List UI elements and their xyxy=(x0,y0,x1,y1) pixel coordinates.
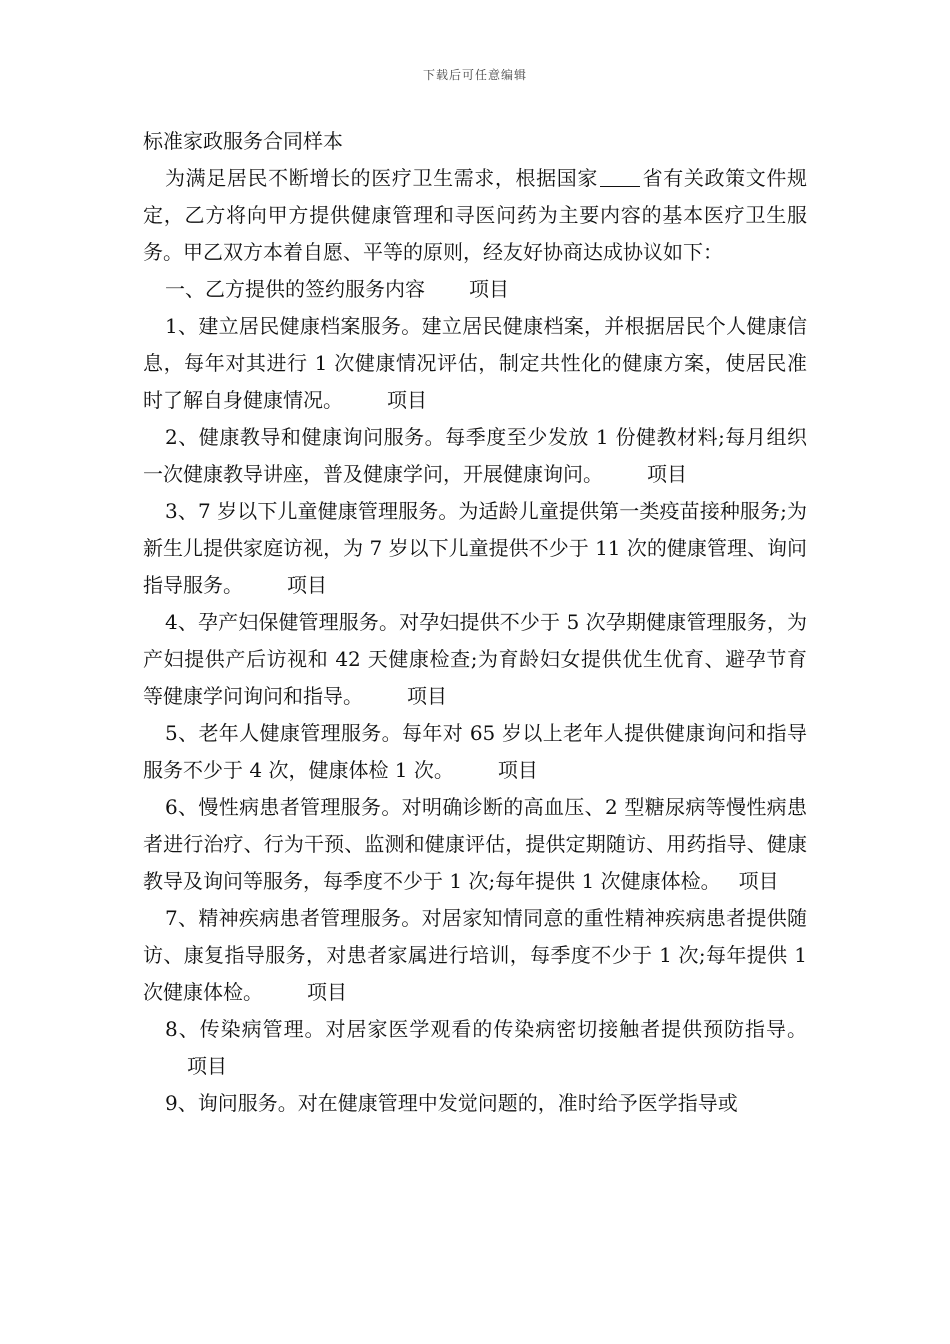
section-heading-text: 一、乙方提供的签约服务内容 xyxy=(165,277,425,301)
item-tag: 项目 xyxy=(407,684,447,708)
section-heading-tag: 项目 xyxy=(469,277,509,301)
list-item xyxy=(143,419,807,493)
list-item xyxy=(143,789,807,900)
list-item xyxy=(143,308,807,419)
fill-in-blank[interactable] xyxy=(600,168,640,187)
list-item xyxy=(143,1011,807,1085)
header-note: 下载后可任意编辑 xyxy=(422,68,527,82)
intro-after-blank: 省有关政策文件规定，乙方将向甲方提供健康管理和寻医问药为主要内容的基本医疗卫生服务。甲乙双方本着自愿、平等的原则，经友好协商达成协议如下： xyxy=(143,166,808,264)
item-text: 4、孕产妇保健管理服务。对孕妇提供不少于 5 次孕期健康管理服务，为产妇提供产后访视和 42 天健康检查;为育龄妇女提供优生优育、避孕节育等健康学问询问和指导。 xyxy=(143,610,807,708)
item-text: 3、7 岁以下儿童健康管理服务。为适龄儿童提供第一类疫苗接种服务;为新生儿提供家庭访视，为 7 岁以下儿童提供不少于 11 次的健康管理、询问指导服务。 xyxy=(143,499,807,597)
item-tag: 项目 xyxy=(187,1054,227,1078)
item-tag: 项目 xyxy=(307,980,347,1004)
item-text: 7、精神疾病患者管理服务。对居家知情同意的重性精神疾病患者提供随访、康复指导服务，对患者家属进行培训，每季度不少于 1 次;每年提供 1 次健康体检。 xyxy=(143,906,807,1004)
intro-before-blank: 为满足居民不断增长的医疗卫生需求，根据国家 xyxy=(165,166,599,190)
item-text: 8、传染病管理。对居家医学观看的传染病密切接触者提供预防指导。 xyxy=(165,1017,807,1041)
item-tag: 项目 xyxy=(647,462,687,486)
item-tag: 项目 xyxy=(287,573,327,597)
intro-paragraph xyxy=(143,160,807,271)
item-tag: 项目 xyxy=(738,869,779,893)
item-text: 1、建立居民健康档案服务。建立居民健康档案，并根据居民个人健康信息，每年对其进行 1 次健康情况评估，制定共性化的健康方案，使居民准时了解自身健康情况。 xyxy=(143,314,807,412)
list-item xyxy=(143,1085,807,1122)
item-text: 6、慢性病患者管理服务。对明确诊断的高血压、2 型糖尿病等慢性病患者进行治疗、行为干预、监测和健康评估，提供定期随访、用药指导、健康教导及询问等服务，每季度不少于 1 次;每年提供 1 次健康体检。 xyxy=(143,795,807,893)
list-item xyxy=(143,604,807,715)
document-body xyxy=(143,126,807,1122)
document-title: 标准家政服务合同样本 xyxy=(143,129,343,153)
item-tag: 项目 xyxy=(387,388,427,412)
list-item xyxy=(143,715,807,789)
item-text: 9、询问服务。对在健康管理中发觉问题的，准时给予医学指导或 xyxy=(165,1091,738,1115)
list-item xyxy=(143,493,807,604)
section-heading xyxy=(143,271,807,308)
list-item xyxy=(143,900,807,1011)
item-text: 5、老年人健康管理服务。每年对 65 岁以上老年人提供健康询问和指导服务不少于 4 次，健康体检 1 次。 xyxy=(143,721,807,782)
item-tag: 项目 xyxy=(497,758,538,782)
item-text: 2、健康教导和健康询问服务。每季度至少发放 1 份健教材料;每月组织一次健康教导讲座，普及健康学问，开展健康询问。 xyxy=(143,425,807,486)
